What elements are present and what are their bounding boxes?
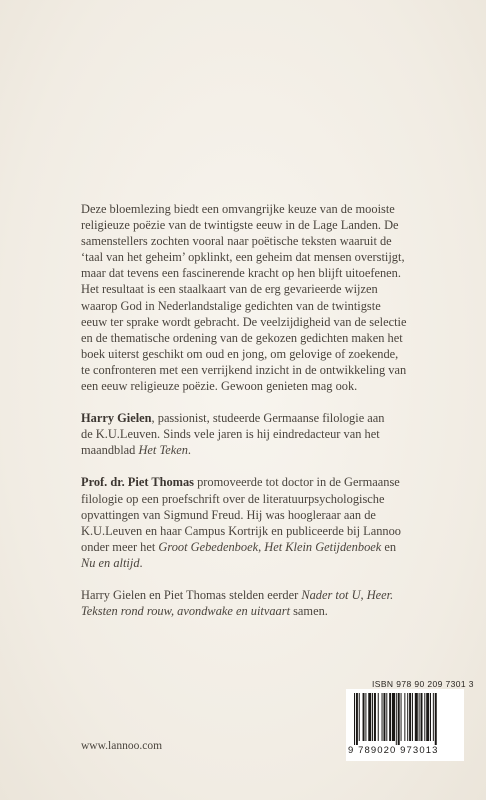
- barcode-bars: [352, 693, 458, 745]
- barcode-bar: [365, 693, 366, 741]
- barcode-bar: [435, 693, 437, 745]
- book-title: Het Klein Getijdenboek: [264, 539, 382, 554]
- barcode-bar: [412, 693, 413, 741]
- barcode-bar: [374, 693, 376, 741]
- barcode-bar: [426, 693, 429, 741]
- blurb-line: te confronteren met een verrijkend inzicht in de ontwikkeling van: [81, 362, 407, 377]
- blurb-line: ‘taal van het geheim’ opklinkt, een geheim dat mensen overstijgt,: [81, 250, 405, 265]
- joint-line: [81, 587, 421, 603]
- bio-line: opvattingen van Sigmund Freud. Hij was hoogleraar aan de: [81, 507, 376, 522]
- bio-text: , passionist, studeerde Germaanse filologie aan: [151, 411, 385, 426]
- joint-text: samen.: [290, 604, 328, 619]
- barcode-bar: [378, 693, 379, 741]
- bio-text: en: [381, 539, 397, 554]
- book-title: Nader tot U, Heer.: [301, 587, 394, 602]
- joint-works-paragraph: [81, 587, 421, 619]
- bio-text: ,: [258, 539, 265, 554]
- barcode-bar: [368, 693, 371, 741]
- barcode-bar: [382, 693, 383, 741]
- barcode-bar: [359, 693, 360, 741]
- barcode-bar: [430, 693, 431, 741]
- barcode-digits: 9 789020 973013: [348, 745, 439, 756]
- bio-line: [81, 555, 421, 571]
- book-title: Groot Gebedenboek: [158, 539, 259, 554]
- bio-line: [81, 539, 421, 555]
- barcode-bar: [409, 693, 411, 741]
- blurb-line: Deze bloemlezing biedt een omvangrijke keuze van de mooiste: [81, 202, 395, 216]
- barcode-bar: [392, 693, 395, 741]
- bio-line: K.U.Leuven en haar Campus Kortrijk en publiceerde bij Lannoo: [81, 523, 401, 538]
- barcode-bar: [424, 693, 425, 741]
- blurb-line: Het resultaat is een staalkaart van de erg gevarieerde wijzen: [81, 282, 378, 297]
- book-title: Teksten rond rouw, avondwake en uitvaart: [81, 604, 291, 619]
- book-title: Nu en altijd: [81, 555, 140, 570]
- back-cover-text: [81, 201, 421, 635]
- author-name-gielen: Harry Gielen: [81, 411, 152, 426]
- barcode-bar: [404, 693, 405, 741]
- blurb-line: samenstellers zochten vooral naar poëtische teksten waaruit de: [81, 234, 392, 249]
- bio-text: .: [139, 555, 143, 570]
- barcode-bar: [372, 693, 373, 741]
- barcode-bar: [354, 693, 355, 745]
- barcode-bar: [396, 693, 397, 745]
- joint-text: Harry Gielen en Piet Thomas stelden eerder: [81, 587, 302, 602]
- blurb-line: en de thematische ordening van de gekozen gedichten maken het: [81, 330, 403, 345]
- bio-text: promoveerde tot doctor in de Germaanse: [194, 475, 400, 490]
- barcode-bar: [407, 693, 408, 741]
- barcode-bar: [398, 693, 400, 745]
- barcode-bar: [415, 693, 418, 741]
- blurb-line: boek uiterst geschikt om oud en jong, om gelovige of zoekende,: [81, 346, 399, 361]
- isbn-label: ISBN 978 90 209 7301 3: [372, 679, 474, 689]
- bio-text: .: [187, 443, 192, 458]
- bio-line: de K.U.Leuven. Sinds vele jaren is hij eindredacteur van het: [81, 427, 380, 442]
- barcode-bar: [401, 693, 402, 741]
- barcode-bar: [421, 693, 423, 741]
- barcode-bar: [386, 693, 387, 741]
- barcode-bar: [356, 693, 358, 745]
- barcode: [346, 689, 464, 761]
- publisher-website: www.lannoo.com: [81, 740, 163, 752]
- joint-line: [81, 603, 421, 619]
- bio-line: [81, 410, 421, 426]
- bio-text: onder meer het: [81, 539, 159, 554]
- blurb-line: maar dat tevens een fascinerende kracht op hen blijft uitoefenen.: [81, 266, 401, 281]
- author-bio-gielen: [81, 410, 421, 458]
- bio-line: [81, 442, 421, 458]
- barcode-bar: [419, 693, 420, 741]
- bio-line: filologie op een proefschrift over de literatuurpsychologische: [81, 491, 385, 506]
- magazine-title: Het Teken: [138, 443, 188, 458]
- barcode-bar: [363, 693, 365, 741]
- bio-line: [81, 474, 421, 490]
- blurb-line: eeuw ter sprake wordt gebracht. De veelzijdigheid van de selectie: [81, 314, 407, 329]
- blurb-line: waarop God in Nederlandstalige gedichten van de twintigste: [81, 298, 381, 313]
- barcode-bar: [383, 693, 385, 741]
- author-name-thomas: Prof. dr. Piet Thomas: [81, 475, 195, 490]
- blurb-line: een eeuw religieuze poëzie. Gewoon genieten mag ook.: [81, 379, 358, 394]
- barcode-bar: [433, 693, 434, 741]
- bio-text: maandblad: [81, 443, 139, 458]
- blurb-line: religieuze poëzie van de twintigste eeuw in de Lage Landen. De: [81, 218, 399, 233]
- barcode-bar: [389, 693, 391, 741]
- author-bio-thomas: [81, 474, 421, 571]
- blurb-paragraph: [81, 201, 421, 394]
